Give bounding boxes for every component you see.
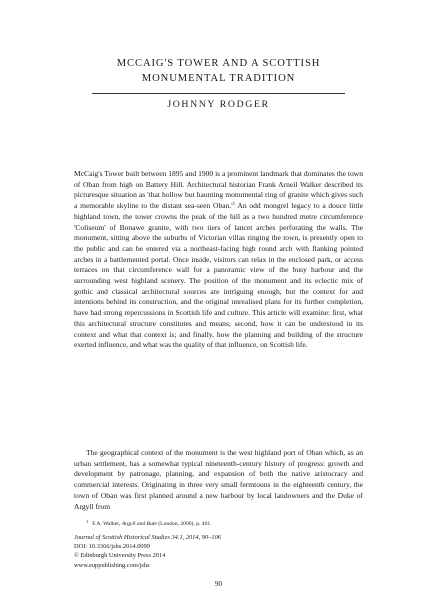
title-divider xyxy=(92,93,345,94)
footnote-details: (London, 2000), p. 401. xyxy=(156,521,212,527)
publisher-website: www.euppublishing.com/jshs xyxy=(74,561,150,569)
copyright-line: © Edinburgh University Press 2014 xyxy=(74,552,166,560)
article-author: JOHNNY RODGER xyxy=(167,99,270,110)
body-paragraph-1 xyxy=(74,169,363,351)
article-title-line-1: MCCAIG'S TOWER AND A SCOTTISH xyxy=(116,58,321,69)
doi-line: DOI: 10.3366/jshs.2014.0099 xyxy=(74,543,150,551)
body-paragraph-2: The geographical context of the monument is the west highland port of Oban which, as an urban settlement, has a somewhat typical nineteenth-century history of progress: growth and development by patronage, planning, and expansion of both the native aristocracy and commercial interests. Originating in three very small fermtouns in the eighteenth century, the town of Oban was first planned around a new harbour by local landowners and the Duke of Argyll from xyxy=(74,448,363,511)
paragraph-1-text-end: An odd mongrel legacy to a douce little highland town, the tower crowns the peak of the hill as a two hundred metre circumference 'Coliseum' of Bonawe granite, with two tiers of lancet arches perforating the walls. The monument, sitting above the suburbs of Victorian villas ringing the town, is presently open to the public and can be entered via a northeast-facing high round arch with flanking pointed arches in a battlemented portal. Once inside, visitors can relax in the enclosed park, or access terraces on that circumference wall for a panoramic view of the busy harbour and the surrounding west highland scenery. The position of the monument and its eclectic mix of gothic and classical architectural sources are intriguing enough, but the context for and intentions behind its construction, and the original unrealised plans for its further completion, have had strong repercussions in Scottish life and culture. This article will examine: first, what this architectural structure constitutes and means; second, how it can be understood in its context and what that context is; and finally, how the planning and building of the structure exerted influence, and what was the quality of that influence, on Scottish life. xyxy=(74,201,363,350)
footnote-author: F.A. Walker, xyxy=(92,521,122,527)
article-title xyxy=(60,56,377,86)
page-number: 90 xyxy=(214,580,223,588)
paragraph-1-text-start: McCaig's Tower built between 1895 and 1900 is a prominent landmark that dominates the town of Oban from high on Battery Hill. Architectural historian Frank Arneil Walker described its picturesque situation as 'that hollow but haunting monumental ring of granite which gives such a memorable skyline to the distant sea-seen Oban.' xyxy=(74,169,363,211)
journal-citation: Journal of Scottish Historical Studies 34.1, 2014, 90–106 xyxy=(74,534,221,541)
footnote-1 xyxy=(86,518,363,528)
footnote-reference-1: 1 xyxy=(232,202,236,208)
footnote-book-title: Argyll and Bute xyxy=(121,521,157,527)
footnote-number: 1 xyxy=(86,519,89,524)
article-title-line-2: MONUMENTAL TRADITION xyxy=(141,73,296,84)
publication-info xyxy=(74,533,221,570)
